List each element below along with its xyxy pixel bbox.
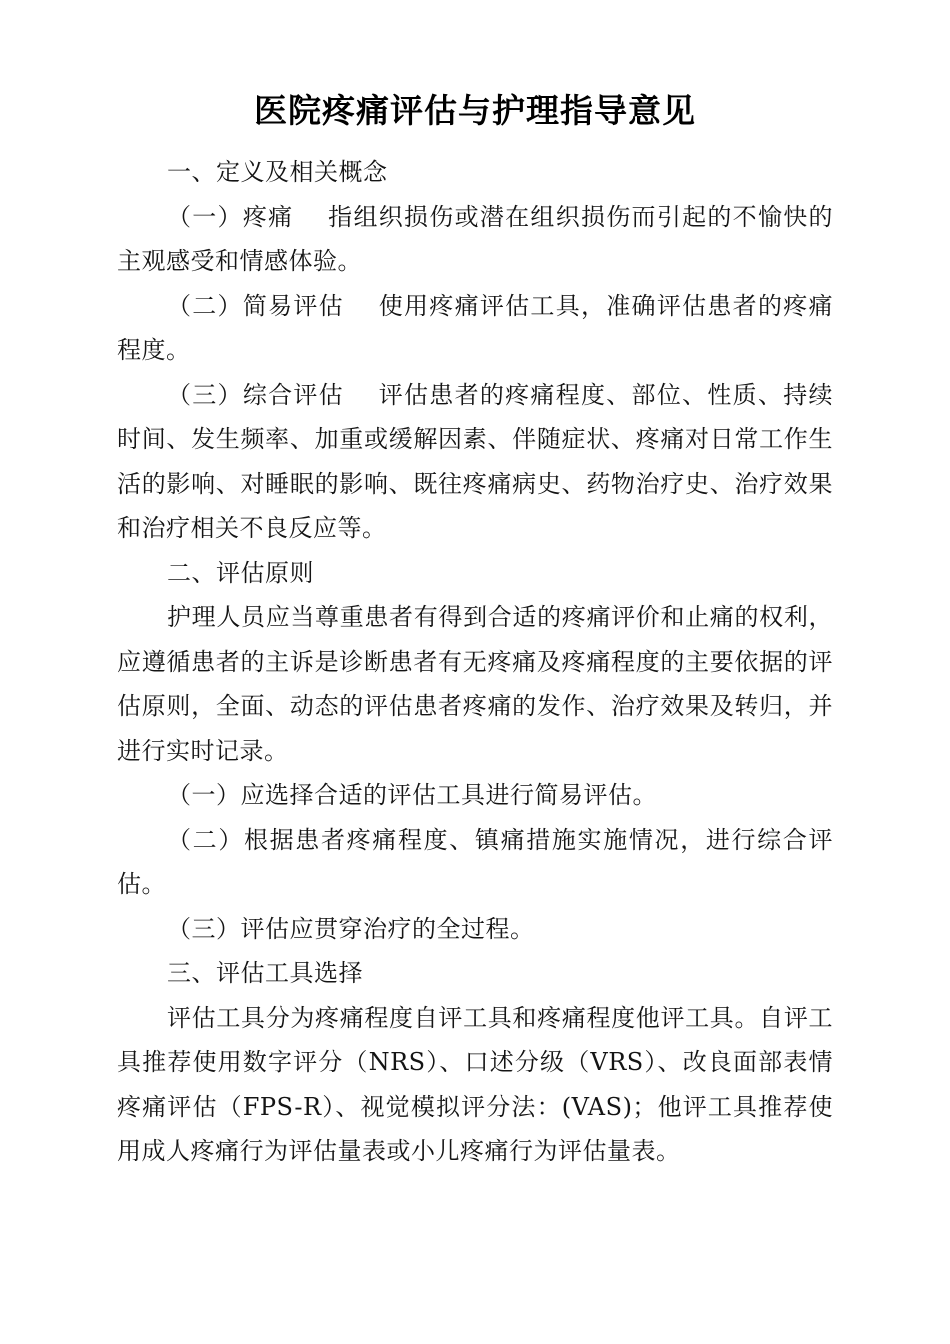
definition-term: （二）简易评估	[167, 291, 344, 320]
document-title: 医院疼痛评估与护理指导意见	[254, 91, 696, 130]
tool-selection-paragraph: 评估工具分为疼痛程度自评工具和疼痛程度他评工具。自评工具推荐使用数字评分（NRS）、口述分级（VRS）、改良面部表情疼痛评估（FPS-R）、视觉模拟评分法：(VAS)；他评工具推荐使用成人疼痛行为评估量表或小儿疼痛行为评估量表。	[117, 1003, 833, 1165]
definition-pain	[117, 195, 833, 284]
principle-item-2: （二）根据患者疼痛程度、镇痛措施实施情况，进行综合评估。	[117, 825, 833, 898]
section-heading-3: 三、评估工具选择	[167, 959, 363, 987]
section-heading-2: 二、评估原则	[167, 558, 314, 587]
principle-item-1: （一）应选择合适的评估工具进行简易评估。	[167, 781, 657, 809]
principle-paragraph: 护理人员应当尊重患者有得到合适的疼痛评价和止痛的权利，应遵循患者的主诉是诊断患者有无疼痛及疼痛程度的主要依据的评估原则，全面、动态的评估患者疼痛的发作、治疗效果及转归，并进行实时记录。	[117, 603, 833, 765]
definition-comprehensive-assessment	[117, 373, 833, 551]
definition-text: 使用疼痛评估工具，准确评估患者的疼痛程度。	[117, 291, 834, 364]
section-heading-1: 一、定义及相关概念	[167, 158, 388, 186]
principle-item-3: （三）评估应贯穿治疗的全过程。	[167, 914, 535, 943]
definition-text: 评估患者的疼痛程度、部位、性质、持续时间、发生频率、加重或缓解因素、伴随症状、疼痛对日常工作生活的影响、对睡眠的影响、既往疼痛病史、药物治疗史、治疗效果和治疗相关不良反应等。	[117, 380, 834, 542]
definition-term: （三）综合评估	[167, 380, 344, 409]
definition-simple-assessment	[117, 284, 833, 373]
definition-text: 指组织损伤或潜在组织损伤而引起的不愉快的主观感受和情感体验。	[117, 202, 834, 275]
document-body	[117, 150, 833, 1174]
definition-term: （一）疼痛	[167, 202, 294, 231]
